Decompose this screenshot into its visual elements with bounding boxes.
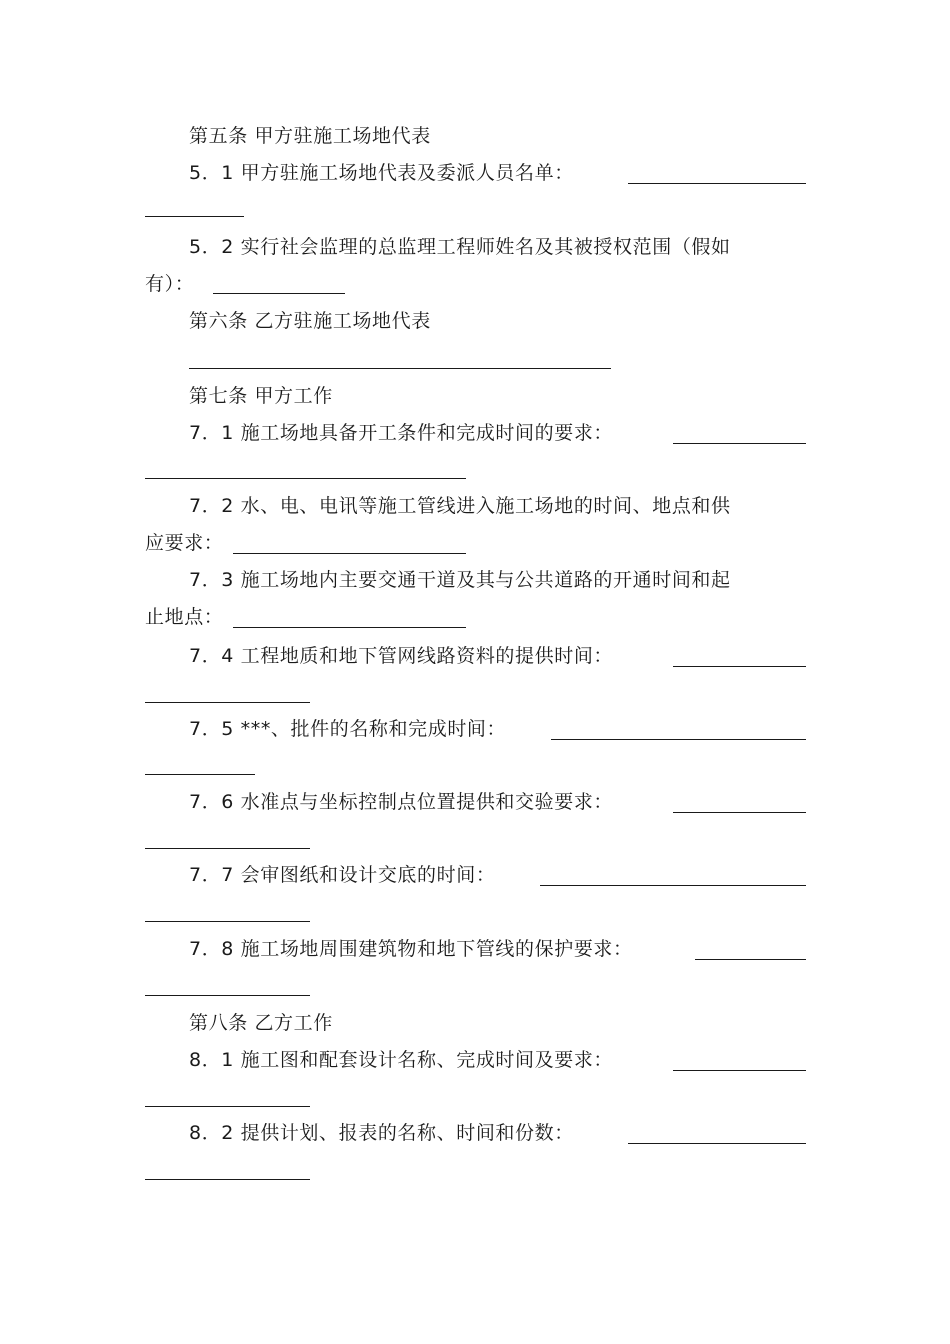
- fill-blank-7-2: [233, 553, 466, 554]
- clause-7-3-cont: 止地点：: [145, 606, 224, 628]
- clause-5-1: 5．1 甲方驻施工场地代表及委派人员名单：: [189, 162, 574, 184]
- fill-blank-7-1-cont: [145, 478, 466, 479]
- fill-blank-7-7: [540, 885, 806, 886]
- fill-blank-7-6: [673, 812, 806, 813]
- clause-7-3: 7．3 施工场地内主要交通干道及其与公共道路的开通时间和起: [189, 569, 731, 591]
- article-5-heading: 第五条 甲方驻施工场地代表: [189, 125, 431, 147]
- clause-7-7: 7．7 会审图纸和设计交底的时间：: [189, 864, 496, 886]
- clause-7-2: 7．2 水、电、电讯等施工管线进入施工场地的时间、地点和供: [189, 495, 731, 517]
- article-8-heading: 第八条 乙方工作: [189, 1012, 333, 1034]
- clause-8-2: 8．2 提供计划、报表的名称、时间和份数：: [189, 1122, 574, 1144]
- clause-7-4: 7．4 工程地质和地下管网线路资料的提供时间：: [189, 645, 614, 667]
- fill-blank-8-1-cont: [145, 1106, 310, 1107]
- fill-blank-7-8-cont: [145, 995, 310, 996]
- fill-blank-7-8: [695, 959, 806, 960]
- clause-5-2: 5．2 实行社会监理的总监理工程师姓名及其被授权范围（假如: [189, 236, 731, 258]
- article-6-heading: 第六条 乙方驻施工场地代表: [189, 310, 431, 332]
- fill-blank-7-3: [233, 627, 466, 628]
- clause-5-2-cont: 有）：: [145, 273, 195, 295]
- fill-blank-7-6-cont: [145, 848, 310, 849]
- clause-7-5: 7．5 ***、批件的名称和完成时间：: [189, 718, 507, 740]
- fill-blank-7-7-cont: [145, 921, 310, 922]
- fill-blank-7-4-cont: [145, 702, 310, 703]
- clause-7-8: 7．8 施工场地周围建筑物和地下管线的保护要求：: [189, 938, 633, 960]
- fill-blank-8-2: [628, 1143, 806, 1144]
- fill-blank-5-1-cont: [145, 216, 244, 217]
- fill-blank-7-1: [673, 443, 806, 444]
- fill-blank-7-5: [551, 739, 806, 740]
- clause-7-6: 7．6 水准点与坐标控制点位置提供和交验要求：: [189, 791, 614, 813]
- clause-7-2-cont: 应要求：: [145, 532, 224, 554]
- fill-blank-6: [189, 368, 611, 369]
- fill-blank-5-2: [213, 293, 345, 294]
- clause-8-1: 8．1 施工图和配套设计名称、完成时间及要求：: [189, 1049, 614, 1071]
- article-7-heading: 第七条 甲方工作: [189, 385, 333, 407]
- fill-blank-5-1: [628, 183, 806, 184]
- fill-blank-8-1: [673, 1070, 806, 1071]
- fill-blank-7-4: [673, 666, 806, 667]
- fill-blank-7-5-cont: [145, 774, 255, 775]
- clause-7-1: 7．1 施工场地具备开工条件和完成时间的要求：: [189, 422, 614, 444]
- fill-blank-8-2-cont: [145, 1179, 310, 1180]
